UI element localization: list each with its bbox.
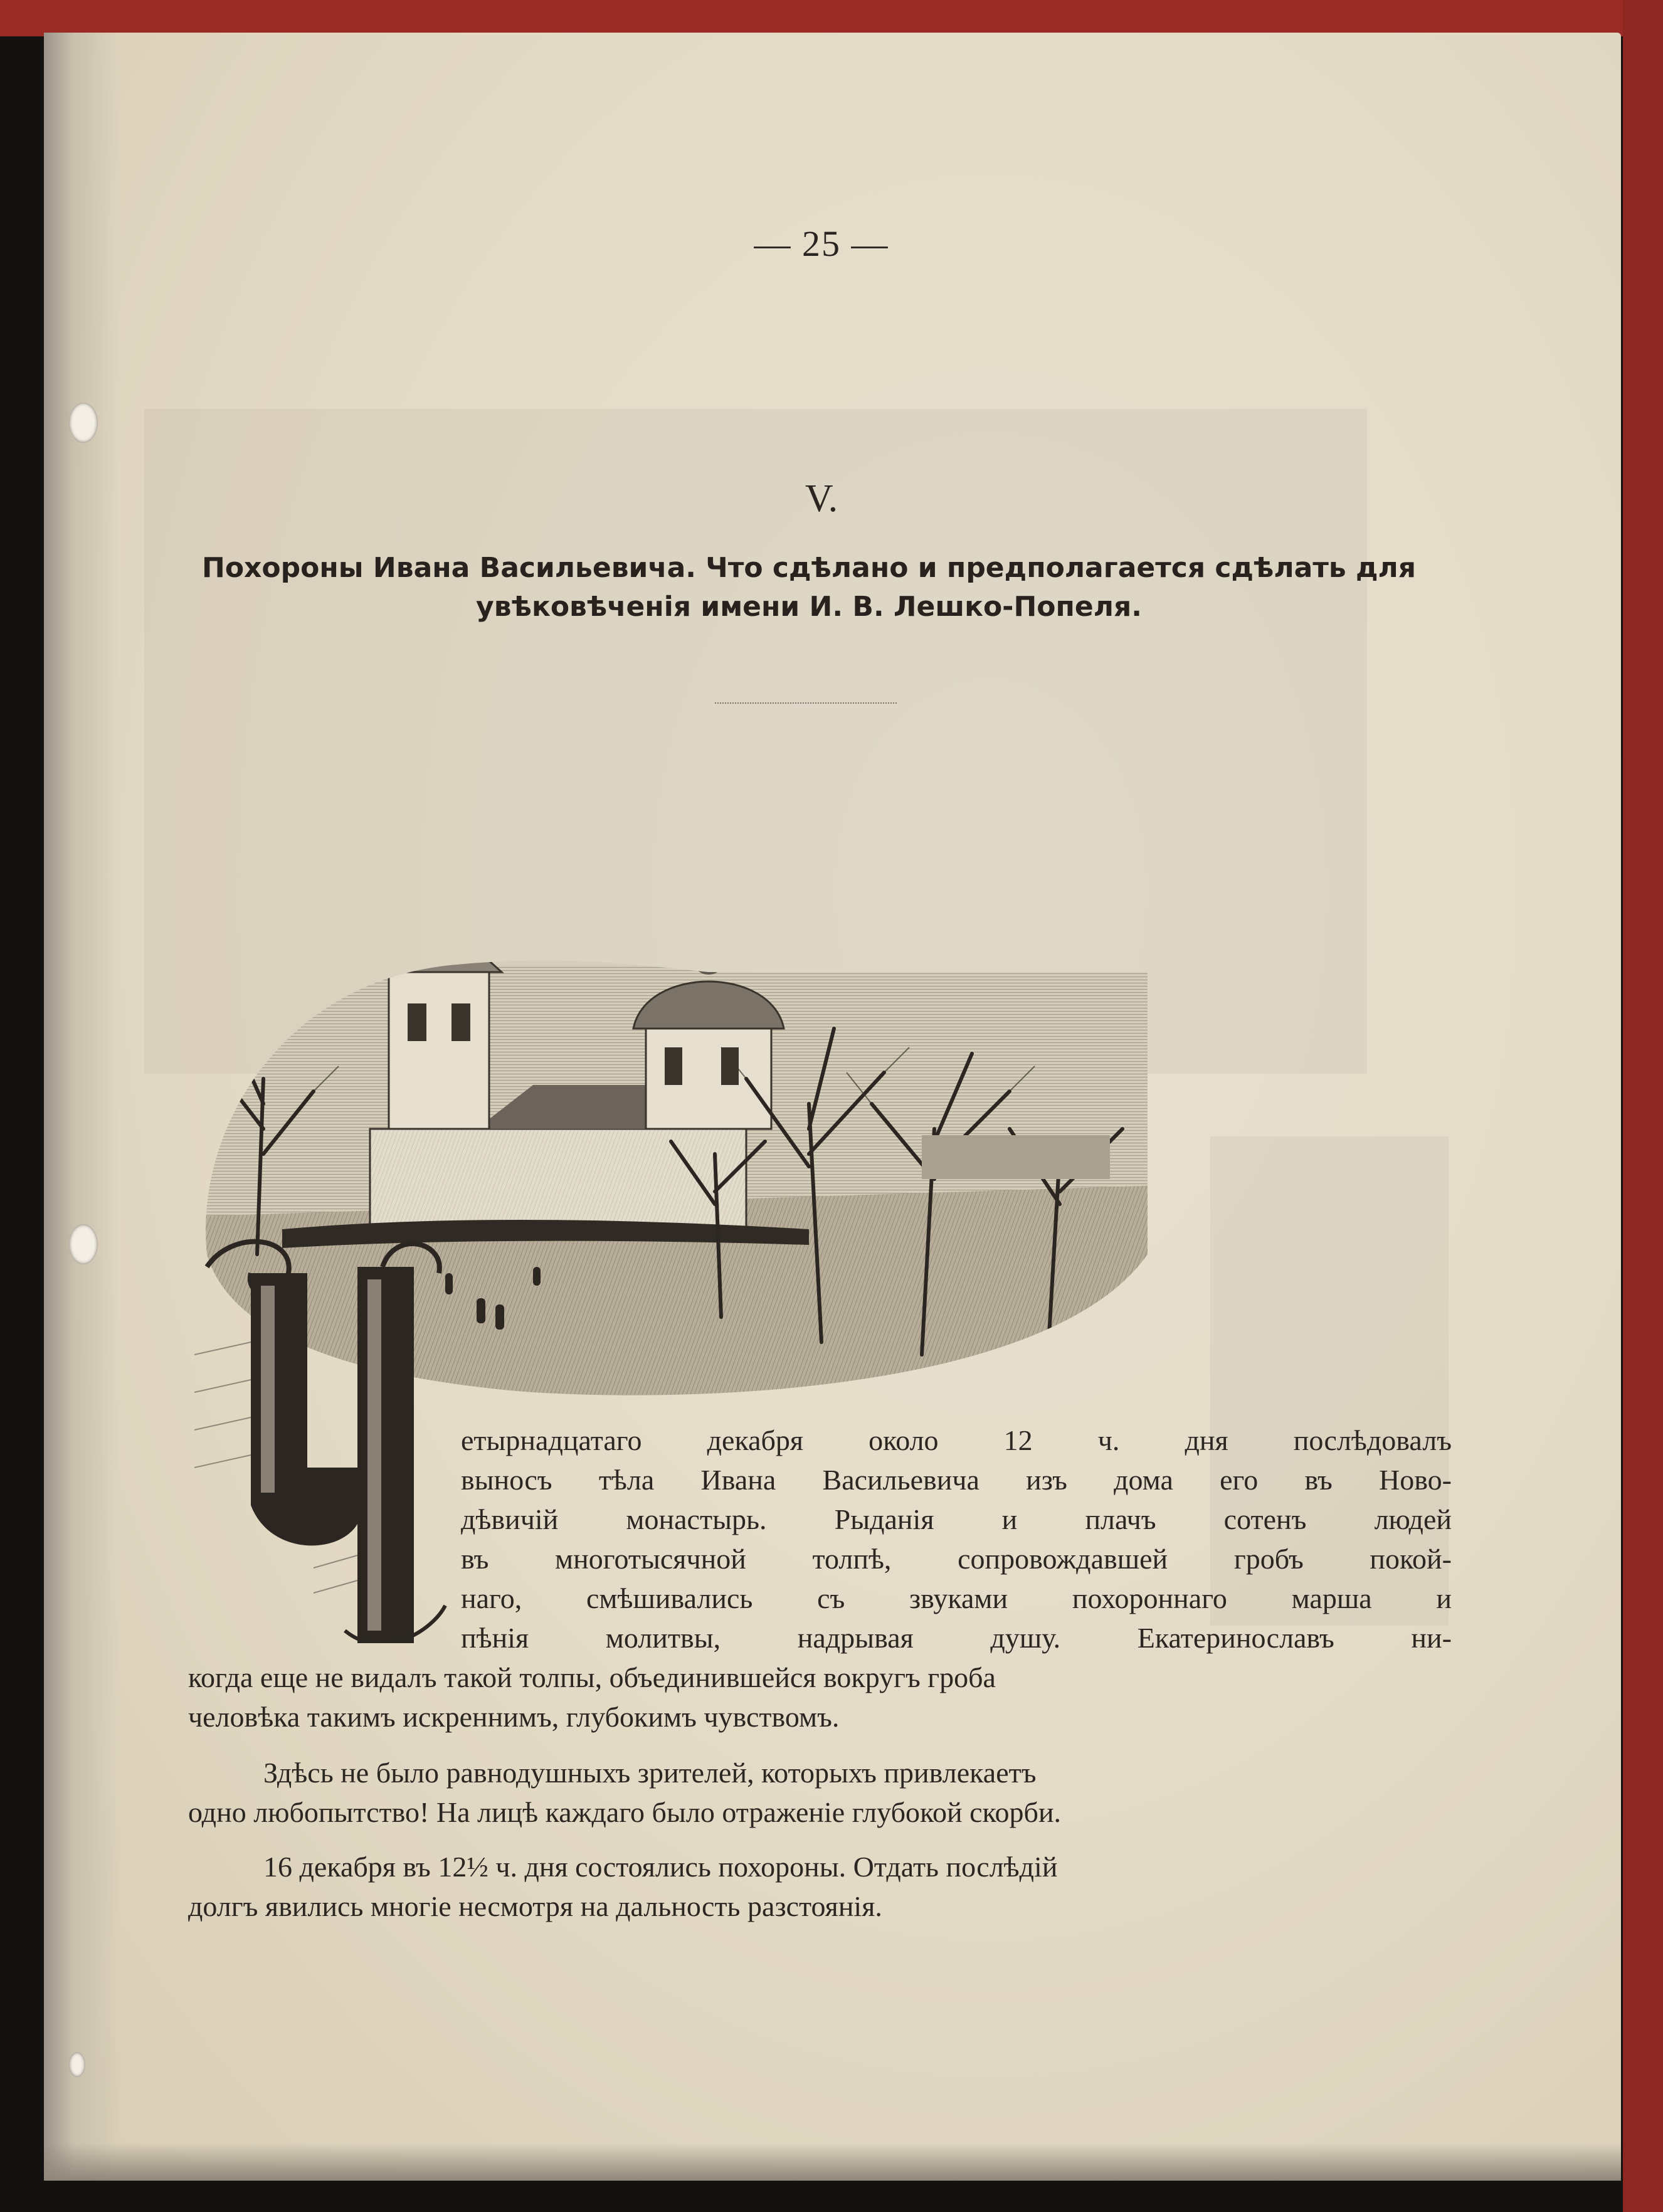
text-line: когда еще не видалъ такой толпы, объединившейся вокругъ гроба <box>188 1661 996 1693</box>
text-line: наго, смѣшивались съ звуками похороннаго марша и <box>461 1582 1452 1614</box>
page-number: — 25 — <box>754 223 889 264</box>
text-line: Здѣсь не было равнодушныхъ зрителей, которыхъ привлекаетъ <box>263 1757 1037 1789</box>
text-line: пѣнія молитвы, надрывая душу. Екатеринославъ ни- <box>461 1622 1452 1654</box>
book-cover-edge-right <box>1623 0 1663 2212</box>
text-line: человѣка такимъ искреннимъ, глубокимъ чувствомъ. <box>188 1701 840 1733</box>
bottom-shadow <box>44 2143 1621 2181</box>
gutter-shadow <box>44 33 119 2181</box>
binding-hole-top <box>69 403 98 443</box>
heading-line: увѣковѣченія имени И. В. Лешко-Попеля. <box>476 591 1142 623</box>
paragraph-3 <box>188 1847 1452 1926</box>
binding-hole-middle <box>69 1224 98 1264</box>
text-line: выносъ тѣла Ивана Васильевича изъ дома его въ Ново- <box>461 1464 1452 1496</box>
text-line: 16 декабря въ 12½ ч. дня состоялись похороны. Отдать послѣдій <box>263 1851 1058 1883</box>
chapter-heading <box>169 549 1449 627</box>
text-line: етырнадцатаго декабря около 12 ч. дня послѣдовалъ <box>461 1424 1452 1456</box>
drop-cap-initial <box>194 1229 458 1643</box>
heading-line: Похороны Ивана Васильевича. Что сдѣлано и предполагается сдѣлать для <box>202 552 1416 584</box>
text-line: дѣвичій монастырь. Рыданія и плачъ сотенъ людей <box>461 1503 1452 1535</box>
paragraph-1-indented <box>461 1421 1452 1658</box>
text-line: долгъ явились многіе несмотря на дальность разстоянія. <box>188 1890 882 1922</box>
book-cover-edge-top <box>0 0 1663 36</box>
paragraph-1-continued <box>188 1658 1452 1737</box>
text-line: одно любопытство! На лицѣ каждаго было отраженіе глубокой скорби. <box>188 1796 1062 1828</box>
text-line: въ многотысячной толпѣ, сопровождавшей гробъ покой- <box>461 1543 1452 1575</box>
chapter-number: V. <box>805 477 838 520</box>
separator-rule <box>715 702 897 704</box>
binding-hole-bottom <box>69 2052 85 2077</box>
paragraph-2 <box>188 1753 1452 1832</box>
